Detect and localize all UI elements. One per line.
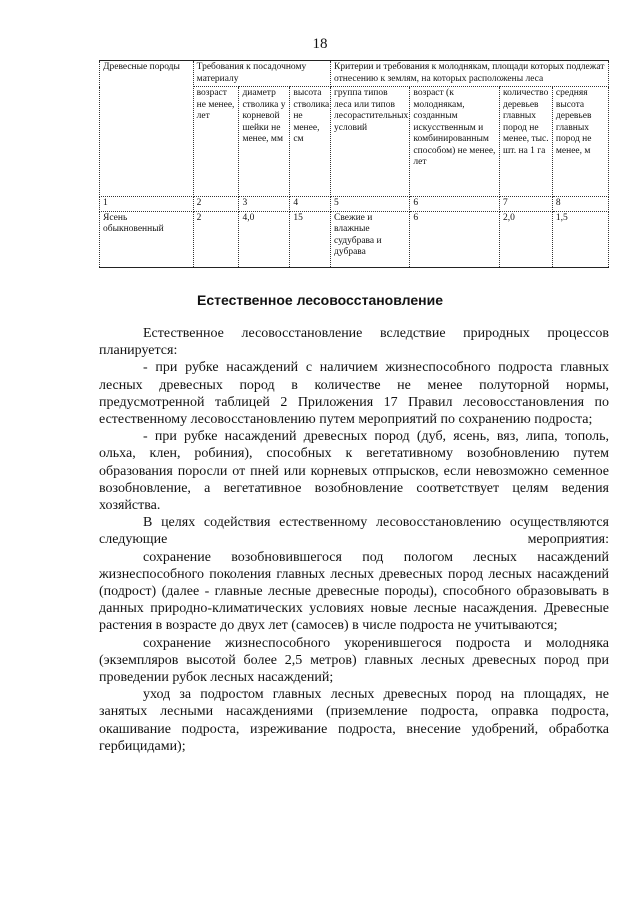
column-number: 3 (239, 197, 290, 212)
page-number: 18 (312, 36, 328, 52)
paragraph-intro: Естественное лесовосстановление вследствие природных процессов планируется: (99, 326, 609, 359)
column-number: 2 (193, 197, 239, 212)
cell-species: Ясень обыкновенный (100, 211, 194, 267)
header-young-age: возраст (к молоднякам, созданным искусственным и комбинированным способом) не менее, лет (410, 87, 500, 197)
cell-count: 2,0 (499, 211, 552, 267)
column-number: 6 (410, 197, 500, 212)
forest-regeneration-table (99, 60, 609, 268)
table-row (100, 211, 609, 267)
cell-diameter: 4,0 (239, 211, 290, 267)
paragraph-measures-intro: В целях содействия естественному лесовосстановлению осуществляются следующие мероприятия: (99, 515, 609, 548)
header-mean-height: средняя высота деревьев главных пород не менее, м (552, 87, 608, 197)
cell-height: 15 (290, 211, 331, 267)
column-number-row (100, 197, 609, 212)
column-number: 4 (290, 197, 331, 212)
column-number: 5 (331, 197, 410, 212)
paragraph-measure: уход за подростом главных лесных древесных пород на площадях, не занятых лесными насаждениями (приземление подроста, оправка подроста, окашивание подроста, изреживание подроста, внесение удобрений, обработка гербицидами); (99, 687, 609, 754)
header-height: высота стволика не менее, см (290, 87, 331, 197)
header-diameter: диаметр стволика у корневой шейки не менее, мм (239, 87, 290, 197)
cell-forest-type: Свежие и влажные судубрава и дубрава (331, 211, 410, 267)
cell-mean-height: 1,5 (552, 211, 608, 267)
cell-age: 2 (193, 211, 239, 267)
column-number: 8 (552, 197, 608, 212)
header-count: количество деревьев главных пород не менее, тыс. шт. на 1 га (499, 87, 552, 197)
header-species: Древесные породы (100, 61, 194, 197)
header-age: возраст не менее, лет (193, 87, 239, 197)
paragraph-item: - при рубке насаждений древесных пород (дуб, ясень, вяз, липа, тополь, ольха, клен, робиния), способных к вегетативному возобновлению путем образования поросли от пней или корневых отпрысков, если невозможно семенное возобновление, а вегетативное возобновление соответствует целям ведения хозяйства. (99, 429, 609, 514)
cell-young-age: 6 (410, 211, 500, 267)
section-title: Естественное лесовосстановление (197, 292, 443, 308)
paragraph-measure: сохранение возобновившегося под пологом лесных насаждений жизнеспособного поколения главных лесных древесных пород лесных насаждений (подрост) (далее - главные лесные древесные породы), способного образовывать в данных природно-климатических условиях новые лесные насаждения. Древесные растения в возрасте до двух лет (самосев) в числе подроста не учитываются; (99, 549, 609, 634)
header-young-growth: Критерии и требования к молоднякам, площади которых подлежат отнесению к землям, на которых расположены леса (331, 61, 609, 87)
paragraph-measure: сохранение жизнеспособного укоренившегося подроста и молодняка (экземпляров высотой более 2,5 метров) главных лесных древесных пород при проведении рубок лесных насаждений; (99, 635, 609, 686)
paragraph-item: - при рубке насаждений с наличием жизнеспособного подроста главных лесных древесных пород в количестве не менее полуторной нормы, предусмотренной таблицей 2 Приложения 17 Правил лесовосстановления по естественному лесовосстановлению путем мероприятий по сохранению подроста; (99, 360, 609, 428)
header-forest-type: группа типов леса или типов лесорастительных условий (331, 87, 410, 197)
column-number: 7 (499, 197, 552, 212)
column-number: 1 (100, 197, 194, 212)
header-planting-material: Требования к посадочному материалу (193, 61, 330, 87)
body-text (99, 325, 609, 755)
